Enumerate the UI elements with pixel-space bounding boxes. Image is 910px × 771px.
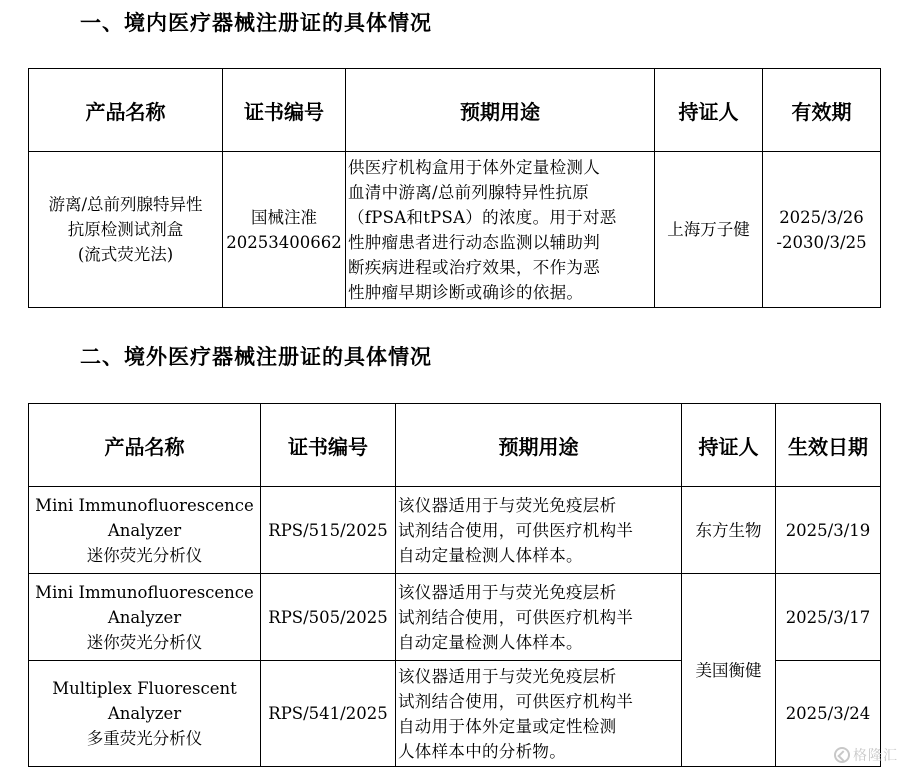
watermark-logo-icon	[834, 747, 850, 763]
section1-title: 一、境内医疗器械注册证的具体情况	[80, 10, 432, 35]
table-row	[29, 487, 881, 574]
cell-cert-no: 国械注准 20253400662	[223, 152, 346, 308]
header-intended-use: 预期用途	[396, 404, 682, 487]
watermark-text: 格隆汇	[853, 748, 898, 764]
cell-product-name: Mini Immunofluorescence Analyzer 迷你荧光分析仪	[29, 487, 261, 574]
cell-effective-date: 2025/3/24	[776, 661, 881, 767]
cell-intended-use: 该仪器适用于与荧光免疫层析 试剂结合使用，可供医疗机构半 自动定量检测人体样本。	[396, 574, 682, 661]
table-row	[29, 152, 881, 308]
cell-holder: 东方生物	[682, 487, 776, 574]
cell-validity: 2025/3/26 -2030/3/25	[763, 152, 881, 308]
cell-product-name: Multiplex Fluorescent Analyzer 多重荧光分析仪	[29, 661, 261, 767]
cell-cert-no: RPS/505/2025	[261, 574, 396, 661]
watermark	[834, 745, 898, 765]
section2-title: 二、境外医疗器械注册证的具体情况	[80, 344, 432, 369]
cell-holder: 上海万子健	[655, 152, 763, 308]
table-row	[29, 574, 881, 661]
cell-holder-merged: 美国衡健	[682, 574, 776, 767]
table-header-row	[29, 69, 881, 152]
cell-cert-no: RPS/541/2025	[261, 661, 396, 767]
header-cert-no: 证书编号	[261, 404, 396, 487]
overseas-registration-table	[28, 403, 881, 767]
cell-intended-use: 该仪器适用于与荧光免疫层析 试剂结合使用，可供医疗机构半 自动定量检测人体样本。	[396, 487, 682, 574]
table-header-row	[29, 404, 881, 487]
cell-product-name: 游离/总前列腺特异性 抗原检测试剂盒 (流式荧光法)	[29, 152, 223, 308]
domestic-registration-table	[28, 68, 881, 308]
cell-intended-use: 供医疗机构盒用于体外定量检测人 血清中游离/总前列腺特异性抗原 （fPSA和tPSA）的浓度。用于对恶 性肿瘤患者进行动态监测以辅助判 断疾病进程或治疗效果，不作为恶 性肿瘤早期诊断或确诊的依据。	[346, 152, 655, 308]
header-product-name: 产品名称	[29, 69, 223, 152]
header-effective-date: 生效日期	[776, 404, 881, 487]
cell-cert-no: RPS/515/2025	[261, 487, 396, 574]
cell-effective-date: 2025/3/17	[776, 574, 881, 661]
header-validity: 有效期	[763, 69, 881, 152]
cell-product-name: Mini Immunofluorescence Analyzer 迷你荧光分析仪	[29, 574, 261, 661]
header-cert-no: 证书编号	[223, 69, 346, 152]
header-intended-use: 预期用途	[346, 69, 655, 152]
header-holder: 持证人	[655, 69, 763, 152]
header-product-name: 产品名称	[29, 404, 261, 487]
cell-intended-use: 该仪器适用于与荧光免疫层析 试剂结合使用，可供医疗机构半 自动用于体外定量或定性检测 人体样本中的分析物。	[396, 661, 682, 767]
cell-effective-date: 2025/3/19	[776, 487, 881, 574]
header-holder: 持证人	[682, 404, 776, 487]
